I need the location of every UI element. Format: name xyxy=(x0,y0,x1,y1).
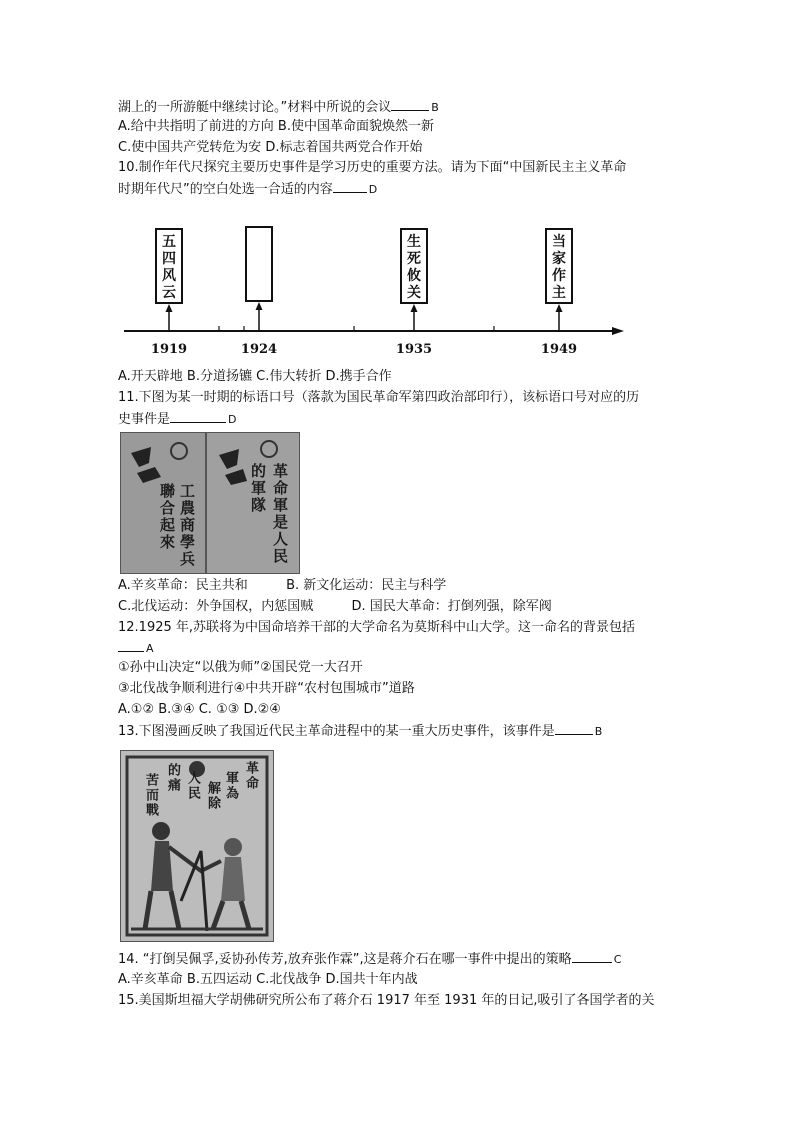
timeline-event-label-char: 风 xyxy=(162,268,176,284)
timeline-year-label: 1924 xyxy=(240,342,278,357)
answer-blank xyxy=(391,98,429,111)
timeline-arrow-icon xyxy=(612,327,624,335)
q11-option-a: A.辛亥革命：民主共和 xyxy=(118,578,248,593)
q12-items-2: ③北伐战争顺利进行④中共开辟“农村包围城市”道路 xyxy=(118,681,415,696)
cartoon-text-col6: 苦而戰 xyxy=(143,773,158,818)
cartoon-text-col4: 人民 xyxy=(185,771,200,801)
slogan-poster-right xyxy=(206,432,300,574)
timeline-event-box xyxy=(151,229,187,357)
q11-options-cd xyxy=(118,598,552,616)
q9-options-cd: C.使中国共产党转危为安 D.标志着国共两党合作开始 xyxy=(118,140,423,155)
q10-options: A.开天辟地 B.分道扬镳 C.伟大转折 D.携手合作 xyxy=(118,369,392,384)
timeline-event-label-char: 死 xyxy=(407,251,421,267)
poster-right-text: 革命軍是人民的軍隊 xyxy=(249,463,289,565)
answer-blank xyxy=(555,722,593,735)
timeline-year-label: 1949 xyxy=(540,342,578,357)
q10-stem-text: 时期年代尺”的空白处选一合适的内容 xyxy=(118,182,333,197)
timeline-event-label-char: 作 xyxy=(552,268,566,284)
q13-stem xyxy=(118,722,602,741)
answer-blank xyxy=(170,410,226,423)
timeline-event-label-char: 主 xyxy=(552,285,566,301)
cartoon-text-col5: 的痛 xyxy=(165,763,180,793)
timeline-event-box xyxy=(396,229,432,357)
timeline-year-label: 1935 xyxy=(395,342,433,357)
q11-stem-1: 11.下图为某一时期的标语口号（落款为国民革命军第四政治部印行），该标语口号对应的历 xyxy=(118,390,640,405)
timeline-event-label-char: 云 xyxy=(162,285,176,301)
q11-stem-2 xyxy=(118,410,237,429)
timeline-event-label-char: 当 xyxy=(552,234,566,250)
cartoon-text-col2: 軍為 xyxy=(223,771,238,801)
q11-option-b: B. 新文化运动：民主与科学 xyxy=(286,578,447,593)
timeline-pointer-arrow-icon xyxy=(166,304,173,312)
timeline-pointer-arrow-icon xyxy=(411,304,418,312)
q9-stem-text: 湖上的一所游艇中继续讨论。”材料中所说的会议 xyxy=(118,100,392,115)
q10-stem-2 xyxy=(118,180,377,199)
timeline-event-label-char: 攸 xyxy=(407,268,421,284)
timeline-event-box xyxy=(541,229,577,357)
q11-stem-text: 史事件是 xyxy=(118,412,171,427)
answer-blank xyxy=(333,180,367,193)
cartoon-image xyxy=(120,750,274,942)
cartoon-text-col1: 革命 xyxy=(243,761,258,791)
q13-answer: B xyxy=(594,725,603,738)
timeline-event-label-char: 五 xyxy=(162,234,176,250)
timeline-event-label-char: 家 xyxy=(552,251,566,267)
q14-options: A.辛亥革命 B.五四运动 C.北伐战争 D.国共十年内战 xyxy=(118,972,418,987)
q11-option-c: C.北伐运动：外争国权，内惩国贼 xyxy=(118,599,314,614)
q11-answer: D xyxy=(228,413,237,426)
timeline-figure xyxy=(118,215,638,360)
q12-stem: 12.1925 年,苏联将为中国命培养干部的大学命名为莫斯科中山大学。这一命名的背景包括 xyxy=(118,620,636,635)
poster-left-text: 工農商學兵聯合起來 xyxy=(158,483,196,568)
timeline-pointer-arrow-icon xyxy=(556,304,563,312)
q10-answer: D xyxy=(368,183,378,196)
q14-stem-text: 14. “打倒吴佩孚,妥协孙传芳,放弃张作霖”,这是蒋介石在哪一事件中提出的策略 xyxy=(118,952,572,967)
timeline-svg xyxy=(118,215,638,360)
q15-stem: 15.美国斯坦福大学胡佛研究所公布了蒋介石 1917 年至 1931 年的日记,吸引了各国学者的关 xyxy=(118,993,655,1008)
q14-stem xyxy=(118,950,621,969)
cartoon-text-col3: 解除 xyxy=(205,781,220,811)
q14-answer: C xyxy=(613,953,622,966)
q9-answer: B xyxy=(431,101,439,114)
slogan-poster-left xyxy=(120,432,206,574)
q11-option-d: D. 国民大革命：打倒列强，除军阀 xyxy=(351,599,552,614)
timeline-year-label: 1919 xyxy=(150,342,188,357)
q12-answer-line xyxy=(118,639,154,658)
timeline-event-label-char: 四 xyxy=(162,251,176,267)
q12-answer: A xyxy=(146,642,154,655)
q13-stem-text: 13.下图漫画反映了我国近代民主革命进程中的某一重大历史事件，该事件是 xyxy=(118,724,555,739)
q9-stem-end xyxy=(118,98,439,117)
q12-options: A.①② B.③④ C. ①③ D.②④ xyxy=(118,702,281,717)
q9-options-ab: A.给中共指明了前进的方向 B.使中国革命面貌焕然一新 xyxy=(118,119,434,134)
answer-blank xyxy=(118,639,144,652)
q12-items-1: ①孙中山决定“以俄为师”②国民党一大召开 xyxy=(118,660,363,675)
answer-blank xyxy=(572,950,612,963)
q11-options-ab xyxy=(118,577,446,595)
q10-stem-1: 10.制作年代尺探究主要历史事件是学习历史的重要方法。请为下面“中国新民主主义革命 xyxy=(118,160,627,175)
timeline-event-label-char: 关 xyxy=(407,285,421,301)
timeline-pointer-arrow-icon xyxy=(256,302,263,310)
timeline-box-rect xyxy=(246,227,272,301)
timeline-event-label-char: 生 xyxy=(407,234,421,250)
timeline-blank-box xyxy=(241,227,277,357)
